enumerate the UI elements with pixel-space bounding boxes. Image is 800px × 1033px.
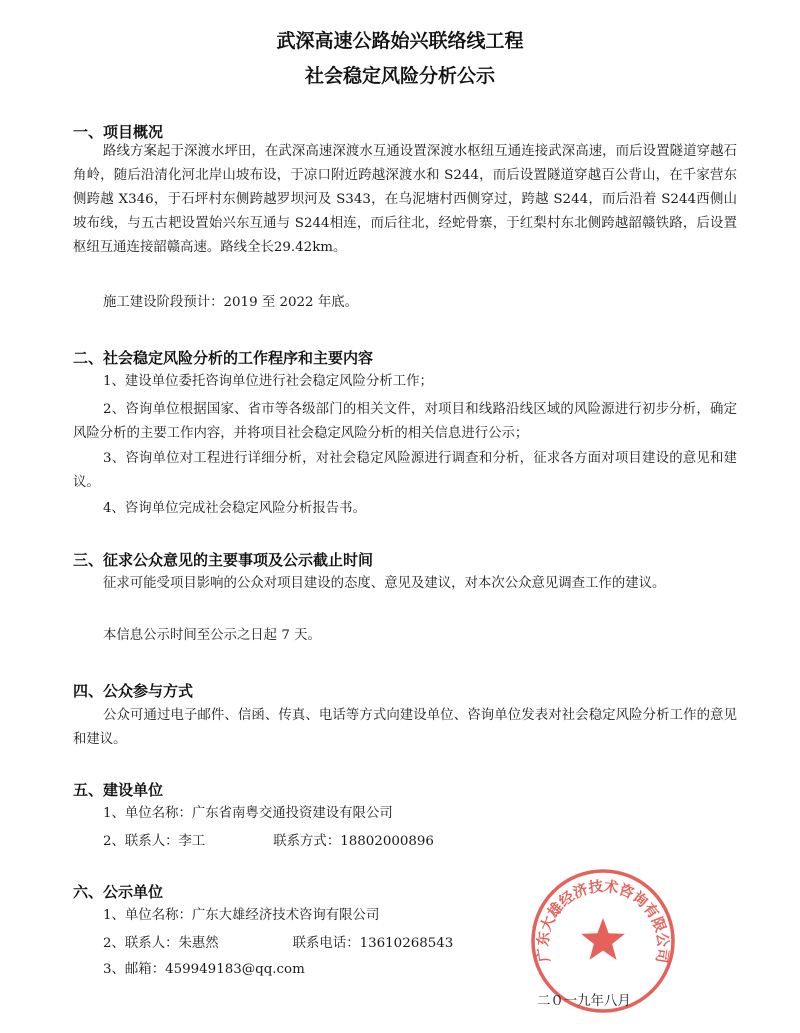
section-heading-consultation: 三、征求公众意见的主要事项及公示截止时间 xyxy=(73,551,374,569)
participation-paragraph: 公众可通过电子邮件、信函、传真、电话等方式向建设单位、咨询单位发表对社会稳定风险分析工作的意见和建议。 xyxy=(73,708,737,747)
procedure-item-3: 3、咨询单位对工程进行详细分析，对社会稳定风险源进行调查和分析，征求各方面对项目建设的意见和建议。 xyxy=(73,451,737,490)
seal-star-icon xyxy=(581,918,625,960)
developer-contact-line xyxy=(103,830,434,854)
section-heading-procedure: 二、社会稳定风险分析的工作程序和主要内容 xyxy=(73,349,374,367)
consultation-paragraph: 征求可能受项目影响的公众对项目建设的态度、意见及建议，对本次公众意见调查工作的建议。 xyxy=(103,576,666,591)
section-heading-participation: 四、公众参与方式 xyxy=(73,682,194,700)
seal-text: 广东大雄经济技术咨询有限公司 xyxy=(534,877,672,965)
publisher-email: 3、邮箱：459949183@qq.com xyxy=(103,962,305,977)
section-heading-overview: 一、项目概况 xyxy=(73,123,164,141)
section-heading-publisher: 六、公示单位 xyxy=(73,883,164,901)
publisher-phone: 联系电话：13610268543 xyxy=(292,936,454,951)
developer-contact: 2、联系人：李工 xyxy=(103,834,206,849)
procedure-item-4: 4、咨询单位完成社会稳定风险分析报告书。 xyxy=(103,501,366,516)
section-heading-developer: 五、建设单位 xyxy=(73,781,164,799)
procedure-item-2: 2、咨询单位根据国家、省市等各级部门的相关文件，对项目和线路沿线区域的风险源进行初步分析，确定风险分析的主要工作内容，并将项目社会稳定风险分析的相关信息进行公示； xyxy=(73,402,737,441)
developer-phone: 联系方式：18802000896 xyxy=(273,834,434,849)
overview-route-paragraph: 路线方案起于深渡水坪田，在武深高速深渡水互通设置深渡水枢纽互通连接武深高速，而后设置隧道穿越石角岭，随后沿清化河北岸山坡布设，于凉口附近跨越深渡水和 S244，而后设置隧道穿越百公背山，在千家营东侧跨越 X346，于石坪村东侧跨越罗坝河及 S343，在乌泥塘村西侧穿过，跨越 S244，而后沿着 S244西侧山坡布线，与五古耙设置始兴东互通与 S244相连，而后往北，经蛇骨寨，于红梨村东北侧跨越韶赣铁路，后设置枢纽互通连接韶赣高速。路线全长29.42km。 xyxy=(73,144,737,255)
developer-unit-name: 1、单位名称：广东省南粤交通投资建设有限公司 xyxy=(103,806,393,821)
publisher-unit-name: 1、单位名称：广东大雄经济技术咨询有限公司 xyxy=(103,908,380,923)
overview-schedule-paragraph: 施工建设阶段预计：2019 至 2022 年底。 xyxy=(103,295,359,310)
publisher-contact-line xyxy=(103,932,453,956)
consultation-period-paragraph: 本信息公示时间至公示之日起 7 天。 xyxy=(103,628,321,643)
publisher-contact: 2、联系人：朱惠然 xyxy=(103,936,219,951)
document-date: 二０一九年八月 xyxy=(537,994,631,1009)
document-subtitle: 社会稳定风险分析公示 xyxy=(304,65,495,87)
procedure-item-1: 1、建设单位委托咨询单位进行社会稳定风险分析工作； xyxy=(103,374,433,389)
document-title: 武深高速公路始兴联络线工程 xyxy=(276,30,524,52)
